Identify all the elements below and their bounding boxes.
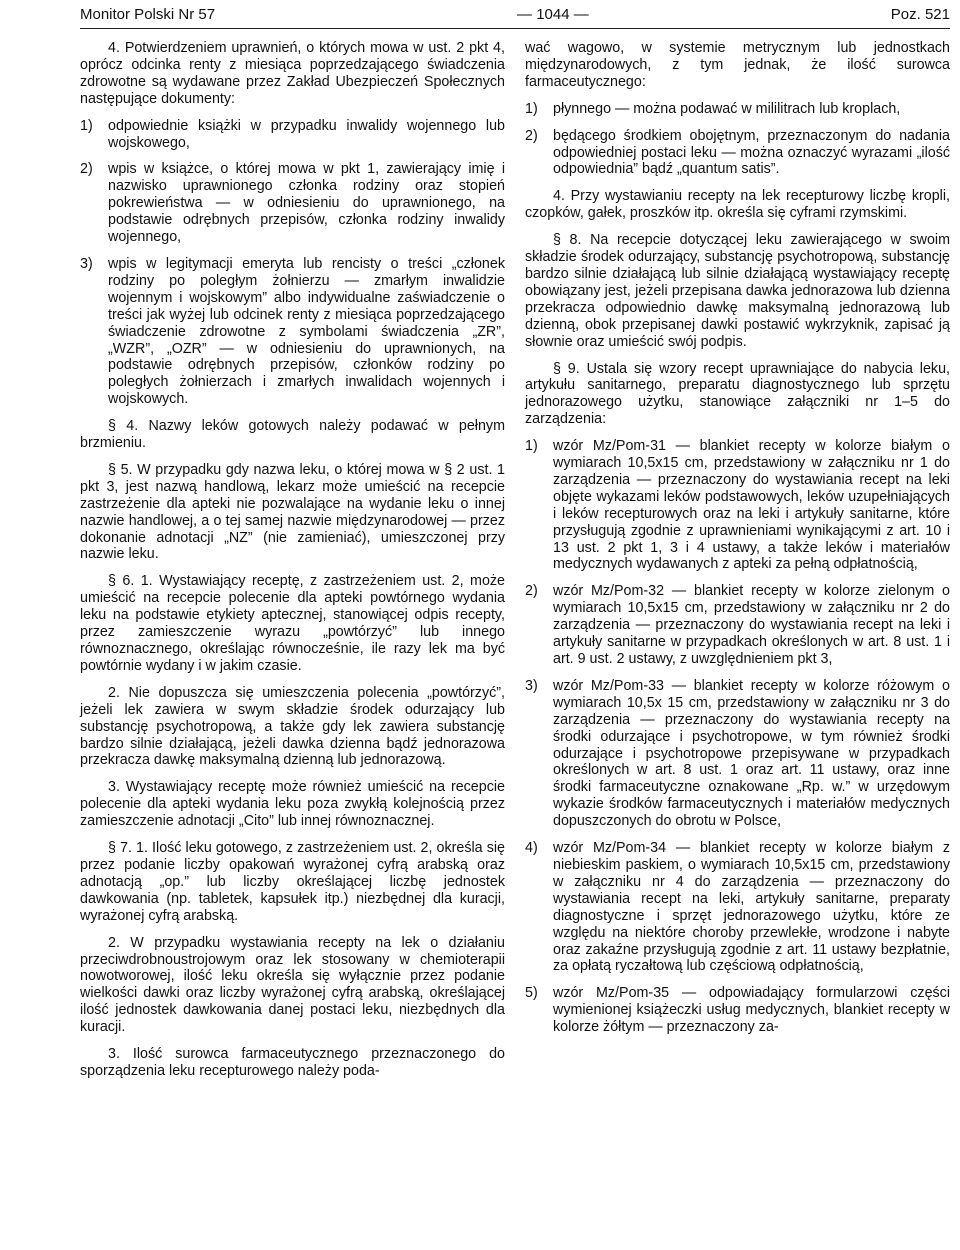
text-columns: [80, 40, 950, 1250]
position-number: Poz. 521: [890, 5, 950, 23]
list-item: 2) będącego środkiem obojętnym, przeznaczonym do nadania odpowiedniej postaci leku — można oznaczyć wyrazami „ilość odpowiednia” bądź „quantum satis”.: [525, 127, 950, 178]
list-item: 2) wpis w książce, o której mowa w pkt 1, zawierający imię i nazwisko uprawnionego członka rodziny oraz stopień pokrewieństwa — w odniesieniu do uprawnionego, na podstawie odrębnych przepisów, członka rodziny inwalidy wojennego,: [80, 161, 505, 246]
section-7-1: § 7. 1. Ilość leku gotowego, z zastrzeżeniem ust. 2, określa się przez podanie liczby opakowań wyrażonej cyfrą arabską oraz adnotacją „op.” lub liczby określającej liczbę jednostek dawkowania (np. tabletek, kapsułek itp.) niezbędnej dla kuracji, wyrażonej cyfrą arabską.: [80, 840, 505, 924]
list-item: 5) wzór Mz/Pom-35 — odpowiadający formularzowi części wymienionej książeczki usług medycznych, blankiet recepty w kolorze żółtym — przeznaczony za-: [525, 985, 950, 1036]
left-column: [80, 40, 505, 1250]
section-7-3-continued: wać wagowo, w systemie metrycznym lub jednostkach międzynarodowych, z tym jednak, że ilość surowca farmaceutycznego:: [525, 40, 950, 90]
list-item: 2) wzór Mz/Pom-32 — blankiet recepty w kolorze zielonym o wymiarach 10,5x15 cm, przedstawiony w załączniku nr 2 do zarządzenia — przeznaczony do wystawiania recept na leki i artykuły sanitarne w przypadkach określonych w art. 8 ust. 1 i art. 9 ust. 2 ustawy, z uwzględnieniem pkt 3,: [525, 583, 950, 667]
list-item: 1) odpowiednie książki w przypadku inwalidy wojennego lub wojskowego,: [80, 117, 505, 151]
list-item: 1) płynnego — można podawać w mililitrach lub kroplach,: [525, 100, 901, 117]
section-6-3: 3. Wystawiający receptę może również umieścić na recepcie polecenie dla apteki wydania leku poza zwykłą kolejnością przez zamieszczenie adnotacji „Cito” lub innej równoznacznej.: [80, 779, 505, 830]
section-6-1: § 6. 1. Wystawiający receptę, z zastrzeżeniem ust. 2, może umieścić na recepcie polecenie dla apteki powtórnego wydania leku na podstawie etykiety aptecznej, stanowiącej odpis recepty, przez zamieszczenie wyrazu „powtórzyć” lub innego równoznacznego, określając równocześnie, ile razy lek ma być powtórnie wydany i w jakim czasie.: [80, 573, 505, 674]
section-6-2: 2. Nie dopuszcza się umieszczenia polecenia „powtórzyć”, jeżeli lek zawiera w swym składzie środek odurzający lub substancję psychotropową, a także gdy lek zawiera substancję bardzo silnie działającą, jeżeli dawka dzienna bądź jednorazowa przekracza dawkę maksymalną dzienną lub jednorazową.: [80, 684, 505, 769]
page-number: — 1044 —: [517, 5, 589, 23]
section-7-3: 3. Ilość surowca farmaceutycznego przeznaczonego do sporządzenia leku recepturowego należy poda-: [80, 1046, 505, 1079]
list-item: 1) wzór Mz/Pom-31 — blankiet recepty w kolorze białym o wymiarach 10,5x15 cm, przedstawiony w załączniku nr 1 do zarządzenia — przeznaczony do wystawiania recept na leki objęte wykazami leków podstawowych, leków uzupełniających i leków recepturowych oraz na leki i artykuły sanitarne, które przysługują zgodnie z uprawnieniami wynikającymi z art. 10 i 13 ust. 2 pkt 1, 3 i 4 ustawy, a także leków i materiałów medycznych wydawanych z apteki za pełną odpłatnością,: [525, 438, 950, 573]
section-4: § 4. Nazwy leków gotowych należy podawać w pełnym brzmieniu.: [80, 418, 505, 452]
paragraph-4: 4. Potwierdzeniem uprawnień, o których mowa w ust. 2 pkt 4, oprócz odcinka renty z miesiąca poprzedzającego świadczenia zdrowotne są wydawane przez Zakład Ubezpieczeń Społecznych następujące dokumenty:: [80, 40, 505, 107]
section-7-2: 2. W przypadku wystawiania recepty na lek o działaniu przeciwdrobnoustrojowym oraz lek stosowany w chemioterapii nowotworowej, ilość leku określa się wyłącznie przez podanie wielkości dawki oraz liczby wyrażonej cyfrą arabską, określającej ilość jednostek dawkowania danej postaci leku, niezbędnych dla kuracji.: [80, 934, 505, 1036]
section-9: § 9. Ustala się wzory recept uprawniające do nabycia leku, artykułu sanitarnego, preparatu diagnostycznego lub sprzętu jednorazowego użytku, stanowiące załączniki nr 1–5 do zarządzenia:: [525, 360, 950, 428]
page-header: [80, 0, 950, 29]
list-item: 3) wzór Mz/Pom-33 — blankiet recepty w kolorze różowym o wymiarach 10,5x 15 cm, przedstawiony w załączniku nr 3 do zarządzenia — przeznaczony do wystawiania recepty na środki odurzające i psychotropowe, w tym również środki odurzające i psychotropowe przepisywane w przypadkach określonych w art. 8 ust. 1 oraz art. 11 ustawy, oraz inne środki farmaceutyczne oznakowane „Rp. w.” w urzędowym wykazie środków farmaceutycznych i materiałów medycznych dopuszczonych do obrotu w Polsce,: [525, 677, 950, 830]
section-7-4: 4. Przy wystawianiu recepty na lek recepturowy liczbę kropli, czopków, gałek, proszków itp. określa się cyframi rzymskimi.: [525, 188, 950, 222]
right-column: [525, 40, 950, 1250]
list-item: 3) wpis w legitymacji emeryta lub rencisty o treści „członek rodziny po poległym żołnierzu — zmarłym inwalidzie wojennym i wojskowym” albo indywidualne zaświadczenie o treści jak wyżej lub odcinek renty z miesiąca poprzedzającego świadczenie zdrowotne z symbolami świadczenia „ZR”, „WZR”, „OZR” — w odniesieniu do uprawnionych, na podstawie odrębnych przepisów, członków rodziny po poległych żołnierzach i zmarłych inwalidach wojennych i wojskowych.: [80, 255, 505, 408]
section-8: § 8. Na recepcie dotyczącej leku zawierającego w swoim składzie środek odurzający, substancję psychotropową, substancję bardzo silnie działającą lub silnie działającą wystawiający receptę obowiązany jest, jeżeli przepisana dawka jednorazowa lub dzienna przekracza odpowiednio dawkę maksymalną jednorazową lub dzienną, obok przepisanej dawki postawić wykrzyknik, zapisać ją słownie oraz umieścić swój podpis.: [525, 232, 950, 350]
list-item: 4) wzór Mz/Pom-34 — blankiet recepty w kolorze białym z niebieskim paskiem, o wymiarach 10,5x15 cm, przedstawiony w załączniku nr 4 do zarządzenia — przeznaczony do wystawiania recept na leki, artykuły sanitarne, preparaty diagnostyczne i sprzęt jednorazowego użytku, które ze względu na niektóre choroby przewlekłe, wrodzone i nabyte oraz zakaźne przysługują zgodnie z art. 11 ustawy bezpłatnie, za opłatą ryczałtową lub częściową odpłatnością,: [525, 840, 950, 975]
section-5: § 5. W przypadku gdy nazwa leku, o której mowa w § 2 ust. 1 pkt 3, jest nazwą handlową, lekarz może umieścić na recepcie zastrzeżenie dla apteki nie pozwalające na wydanie leku o innej nazwie handlowej, a o tej samej nazwie międzynarodowej — przez dokonanie adnotacji „NZ” (nie zamieniać), umieszczonej przy nazwie leku.: [80, 461, 505, 563]
journal-title: Monitor Polski Nr 57: [80, 5, 216, 23]
